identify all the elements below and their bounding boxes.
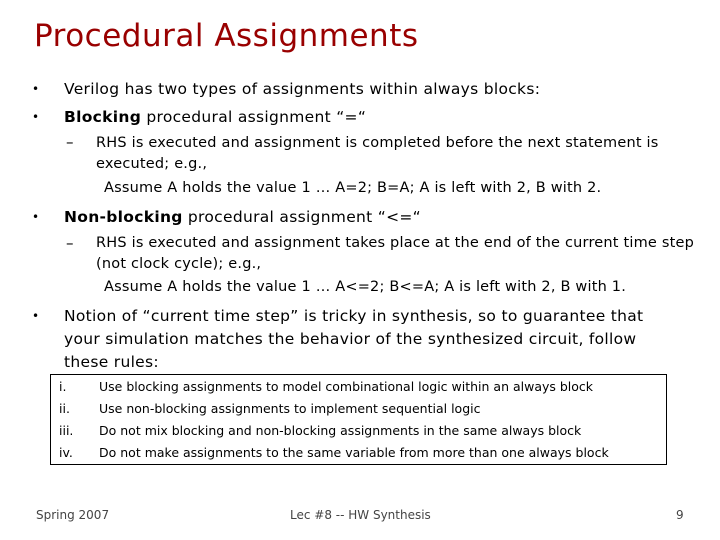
rule-number: iii. [59,423,74,438]
rule-text: Use blocking assignments to model combinational logic within an always block [99,379,594,394]
bullet-2-sub-line-1: RHS is executed and assignment is completed before the next statement is [96,135,659,151]
bullet-marker: • [32,82,40,96]
bullet-4-line-3: these rules: [64,353,159,371]
rules-box [50,374,667,465]
bullet-3-rest: procedural assignment “<=“ [182,208,422,226]
bullet-2-sub-line-2: executed; e.g., [96,156,208,172]
slide-title: Procedural Assignments [34,18,419,54]
sub-bullet-marker: – [66,234,74,252]
footer-date: Spring 2007 [36,508,110,522]
blocking-term: Blocking [64,108,142,126]
bullet-2-rest: procedural assignment “=“ [141,108,367,126]
bullet-marker: • [32,309,40,323]
bullet-1-text: Verilog has two types of assignments within always blocks: [64,80,541,98]
bullet-2-text [64,106,366,129]
bullet-4-line-1: Notion of “current time step” is tricky in synthesis, so to guarantee that [64,307,644,325]
bullet-marker: • [32,110,40,124]
rule-text: Do not make assignments to the same variable from more than one always block [99,445,609,460]
bullet-4-line-2: your simulation matches the behavior of the synthesized circuit, follow [64,330,637,348]
sub-bullet-marker: – [66,133,74,151]
rule-number: ii. [59,401,70,416]
bullet-3-sub-line-1: RHS is executed and assignment takes place at the end of the current time step [96,235,695,251]
rule-text: Use non-blocking assignments to implement sequential logic [99,401,481,416]
rule-number: i. [59,379,67,394]
bullet-3-sub-line-2: (not clock cycle); e.g., [96,256,262,272]
blocking-example: Assume A holds the value 1 … A=2; B=A; A is left with 2, B with 2. [104,180,602,196]
rule-text: Do not mix blocking and non-blocking assignments in the same always block [99,423,582,438]
bullet-3-text [64,206,421,229]
page-number: 9 [676,508,684,522]
footer-course: Lec #8 -- HW Synthesis [290,508,431,522]
rule-number: iv. [59,445,73,460]
non-blocking-example: Assume A holds the value 1 … A<=2; B<=A; A is left with 2, B with 1. [104,279,627,295]
non-blocking-term: Non-blocking [64,208,183,226]
bullet-marker: • [32,210,40,224]
